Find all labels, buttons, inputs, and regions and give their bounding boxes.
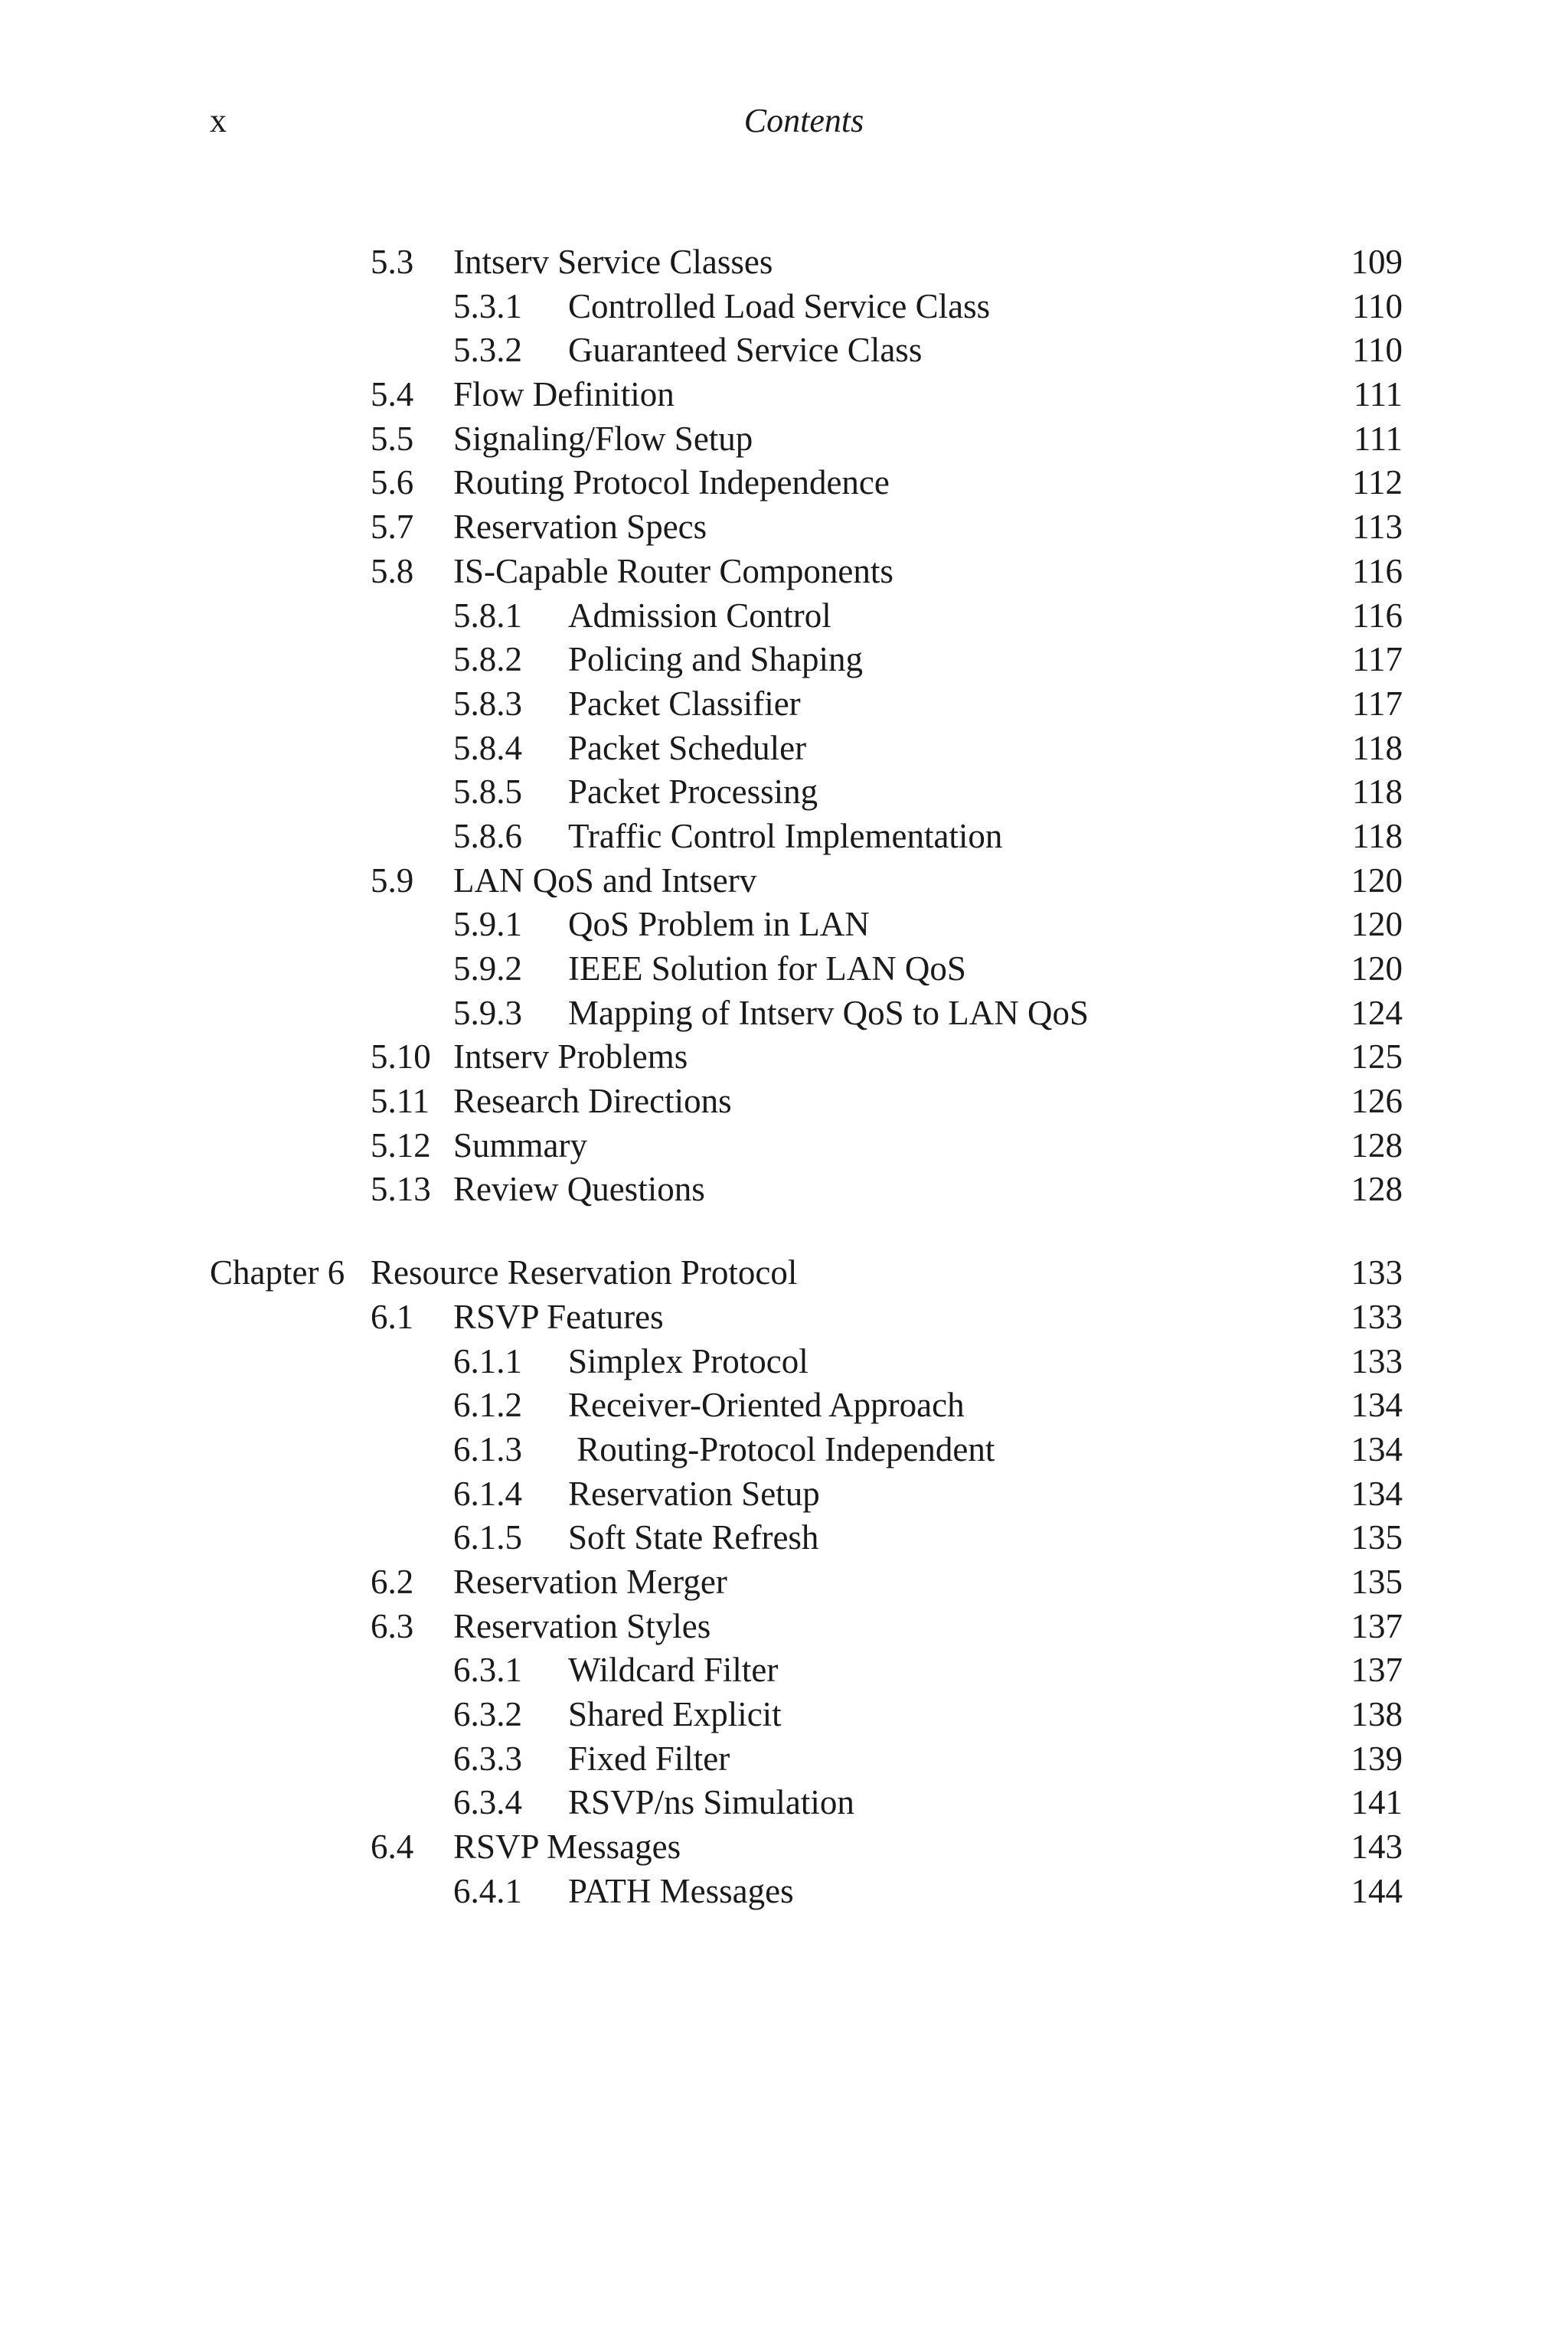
toc-entry-number: 6.1.4 xyxy=(453,1474,522,1513)
toc-entry-title: Review Questions xyxy=(453,1170,705,1209)
toc-entry-number: 5.9.3 xyxy=(453,993,522,1032)
toc-subsection-entry xyxy=(0,1516,1568,1560)
toc-entry-page: 133 xyxy=(1351,1341,1403,1380)
toc-subsection-entry xyxy=(0,1340,1568,1384)
toc-section-entry xyxy=(0,1560,1568,1605)
toc-subsection-entry xyxy=(0,903,1568,947)
toc-entry-page: 117 xyxy=(1352,640,1403,679)
toc-entry-page: 109 xyxy=(1351,243,1403,281)
toc-entry-page: 118 xyxy=(1352,728,1403,767)
toc-entry-page: 133 xyxy=(1351,1253,1403,1292)
toc-section-entry xyxy=(0,1825,1568,1870)
toc-entry-title: Research Directions xyxy=(453,1082,732,1121)
toc-entry-title: Traffic Control Implementation xyxy=(568,816,1003,855)
toc-entry-title: Resource Reservation Protocol xyxy=(371,1253,798,1292)
toc-entry-number: 5.11 xyxy=(371,1082,430,1121)
toc-entry-title: Summary xyxy=(453,1125,587,1165)
toc-section-entry xyxy=(0,373,1568,417)
toc-entry-page: 110 xyxy=(1352,286,1403,325)
toc-entry-number: 6.1 xyxy=(371,1297,414,1336)
toc-entry-number: 5.7 xyxy=(371,508,414,547)
toc-entry-page: 141 xyxy=(1351,1783,1403,1822)
toc-entry-page: 125 xyxy=(1351,1037,1403,1076)
toc-entry-page: 133 xyxy=(1351,1297,1403,1336)
toc-section-entry xyxy=(0,1295,1568,1340)
table-of-contents xyxy=(0,240,1568,1913)
toc-section-entry xyxy=(0,1605,1568,1649)
toc-entry-page: 137 xyxy=(1351,1651,1403,1690)
toc-section-entry xyxy=(0,859,1568,903)
toc-entry-page: 117 xyxy=(1352,684,1403,723)
toc-entry-title: Controlled Load Service Class xyxy=(568,286,991,325)
toc-entry-page: 137 xyxy=(1351,1606,1403,1645)
toc-entry-page: 134 xyxy=(1351,1386,1403,1425)
toc-entry-title: Routing Protocol Independence xyxy=(453,463,890,502)
toc-subsection-entry xyxy=(0,638,1568,682)
toc-entry-number: 5.8.3 xyxy=(453,684,522,723)
toc-entry-number: 5.8.4 xyxy=(453,728,522,767)
toc-entry-number: 6.2 xyxy=(371,1562,414,1601)
toc-entry-number: 6.1.5 xyxy=(453,1518,522,1557)
toc-subsection-entry xyxy=(0,285,1568,329)
toc-entry-number: 5.8.6 xyxy=(453,816,522,855)
toc-section-entry xyxy=(0,505,1568,550)
toc-entry-title: Signaling/Flow Setup xyxy=(453,419,753,458)
toc-entry-page: 134 xyxy=(1351,1474,1403,1513)
toc-entry-title: Intserv Problems xyxy=(453,1037,688,1076)
running-head: Contents xyxy=(743,102,864,139)
toc-entry-page: 128 xyxy=(1351,1125,1403,1165)
toc-subsection-entry xyxy=(0,947,1568,991)
toc-entry-title: Packet Classifier xyxy=(568,684,801,723)
toc-entry-number: 5.9.2 xyxy=(453,949,522,988)
toc-section-entry xyxy=(0,461,1568,505)
toc-entry-title: Reservation Styles xyxy=(453,1606,711,1645)
toc-entry-title: Reservation Setup xyxy=(568,1474,820,1513)
toc-entry-page: 124 xyxy=(1351,993,1403,1032)
page-number: x xyxy=(210,102,227,139)
toc-entry-number: 6.3.3 xyxy=(453,1739,522,1778)
toc-subsection-entry xyxy=(0,1648,1568,1693)
toc-entry-number: 5.8 xyxy=(371,551,414,590)
toc-entry-number: 6.1.3 xyxy=(453,1429,522,1468)
toc-subsection-entry xyxy=(0,991,1568,1036)
toc-section-entry xyxy=(0,1080,1568,1124)
toc-entry-number: 5.3 xyxy=(371,243,414,281)
toc-entry-title: Admission Control xyxy=(568,596,831,635)
toc-entry-number: 5.9.1 xyxy=(453,905,522,944)
toc-entry-number: 6.4 xyxy=(371,1828,414,1867)
toc-entry-title: QoS Problem in LAN xyxy=(568,905,870,944)
toc-entry-page: 139 xyxy=(1351,1739,1403,1778)
toc-entry-page: 143 xyxy=(1351,1828,1403,1867)
toc-entry-number: 5.8.5 xyxy=(453,773,522,812)
toc-entry-number: 5.5 xyxy=(371,419,414,458)
toc-entry-title: Shared Explicit xyxy=(568,1695,782,1733)
toc-section-entry xyxy=(0,240,1568,285)
toc-subsection-entry xyxy=(0,815,1568,859)
toc-entry-page: 111 xyxy=(1353,375,1403,414)
toc-entry-title: Reservation Specs xyxy=(453,508,707,547)
toc-entry-page: 118 xyxy=(1352,816,1403,855)
toc-entry-page: 126 xyxy=(1351,1082,1403,1121)
toc-entry-title: Guaranteed Service Class xyxy=(568,331,923,370)
toc-section-entry xyxy=(0,1168,1568,1212)
toc-entry-page: 120 xyxy=(1351,949,1403,988)
toc-section-entry xyxy=(0,1124,1568,1168)
toc-entry-number: 5.10 xyxy=(371,1037,431,1076)
toc-entry-number: 5.8.1 xyxy=(453,596,522,635)
toc-entry-page: 128 xyxy=(1351,1170,1403,1209)
toc-entry-title: LAN QoS and Intserv xyxy=(453,861,757,900)
toc-entry-number: Chapter 6 xyxy=(210,1253,345,1292)
toc-entry-title: Packet Processing xyxy=(568,773,818,812)
toc-entry-title: Flow Definition xyxy=(453,375,675,414)
toc-entry-title: IS-Capable Router Components xyxy=(453,551,893,590)
toc-entry-page: 135 xyxy=(1351,1562,1403,1601)
toc-entry-title: Fixed Filter xyxy=(568,1739,730,1778)
toc-entry-title: RSVP/ns Simulation xyxy=(568,1783,854,1822)
toc-entry-page: 118 xyxy=(1352,773,1403,812)
toc-subsection-entry xyxy=(0,328,1568,373)
toc-entry-title: Intserv Service Classes xyxy=(453,243,773,281)
toc-section-entry xyxy=(0,550,1568,594)
toc-entry-title: RSVP Messages xyxy=(453,1828,681,1867)
toc-subsection-entry xyxy=(0,1472,1568,1517)
toc-subsection-entry xyxy=(0,1737,1568,1782)
toc-subsection-entry xyxy=(0,594,1568,639)
toc-entry-page: 120 xyxy=(1351,861,1403,900)
toc-chapter-entry xyxy=(0,1251,1568,1295)
toc-subsection-entry xyxy=(0,1428,1568,1472)
toc-entry-number: 5.8.2 xyxy=(453,640,522,679)
toc-entry-page: 111 xyxy=(1353,419,1403,458)
toc-entry-number: 5.12 xyxy=(371,1125,431,1165)
toc-entry-title: RSVP Features xyxy=(453,1297,664,1336)
toc-entry-number: 5.3.1 xyxy=(453,286,522,325)
toc-entry-number: 6.3.1 xyxy=(453,1651,522,1690)
toc-entry-page: 112 xyxy=(1352,463,1403,502)
toc-section-entry xyxy=(0,417,1568,462)
toc-entry-number: 6.4.1 xyxy=(453,1871,522,1910)
toc-entry-title: Routing-Protocol Independent xyxy=(568,1429,995,1468)
toc-entry-title: Reservation Merger xyxy=(453,1562,727,1601)
toc-entry-page: 144 xyxy=(1351,1871,1403,1910)
toc-entry-title: Receiver-Oriented Approach xyxy=(568,1386,965,1425)
toc-entry-number: 6.1.1 xyxy=(453,1341,522,1380)
toc-subsection-entry xyxy=(0,682,1568,727)
toc-subsection-entry xyxy=(0,1781,1568,1825)
toc-entry-number: 5.6 xyxy=(371,463,414,502)
toc-entry-number: 5.9 xyxy=(371,861,414,900)
toc-entry-page: 110 xyxy=(1352,331,1403,370)
toc-entry-number: 6.3 xyxy=(371,1606,414,1645)
toc-entry-title: Wildcard Filter xyxy=(568,1651,779,1690)
toc-entry-title: Policing and Shaping xyxy=(568,640,863,679)
toc-subsection-entry xyxy=(0,1693,1568,1737)
toc-section-entry xyxy=(0,1035,1568,1080)
toc-subsection-entry xyxy=(0,1383,1568,1428)
toc-entry-title: PATH Messages xyxy=(568,1871,794,1910)
toc-entry-number: 6.3.4 xyxy=(453,1783,522,1822)
toc-entry-page: 135 xyxy=(1351,1518,1403,1557)
toc-entry-page: 116 xyxy=(1352,551,1403,590)
toc-subsection-entry xyxy=(0,1870,1568,1914)
toc-entry-title: Packet Scheduler xyxy=(568,728,807,767)
toc-entry-page: 134 xyxy=(1351,1429,1403,1468)
toc-entry-title: Soft State Refresh xyxy=(568,1518,819,1557)
toc-entry-page: 138 xyxy=(1351,1695,1403,1733)
toc-subsection-entry xyxy=(0,770,1568,815)
toc-entry-page: 113 xyxy=(1352,508,1403,547)
toc-entry-number: 6.3.2 xyxy=(453,1695,522,1733)
toc-entry-number: 5.13 xyxy=(371,1170,431,1209)
toc-entry-page: 120 xyxy=(1351,905,1403,944)
toc-entry-number: 5.4 xyxy=(371,375,414,414)
toc-entry-number: 5.3.2 xyxy=(453,331,522,370)
toc-entry-page: 116 xyxy=(1352,596,1403,635)
toc-subsection-entry xyxy=(0,727,1568,771)
toc-entry-number: 6.1.2 xyxy=(453,1386,522,1425)
toc-entry-title: Mapping of Intserv QoS to LAN QoS xyxy=(568,993,1089,1032)
toc-entry-title: Simplex Protocol xyxy=(568,1341,808,1380)
toc-entry-title: IEEE Solution for LAN QoS xyxy=(568,949,966,988)
